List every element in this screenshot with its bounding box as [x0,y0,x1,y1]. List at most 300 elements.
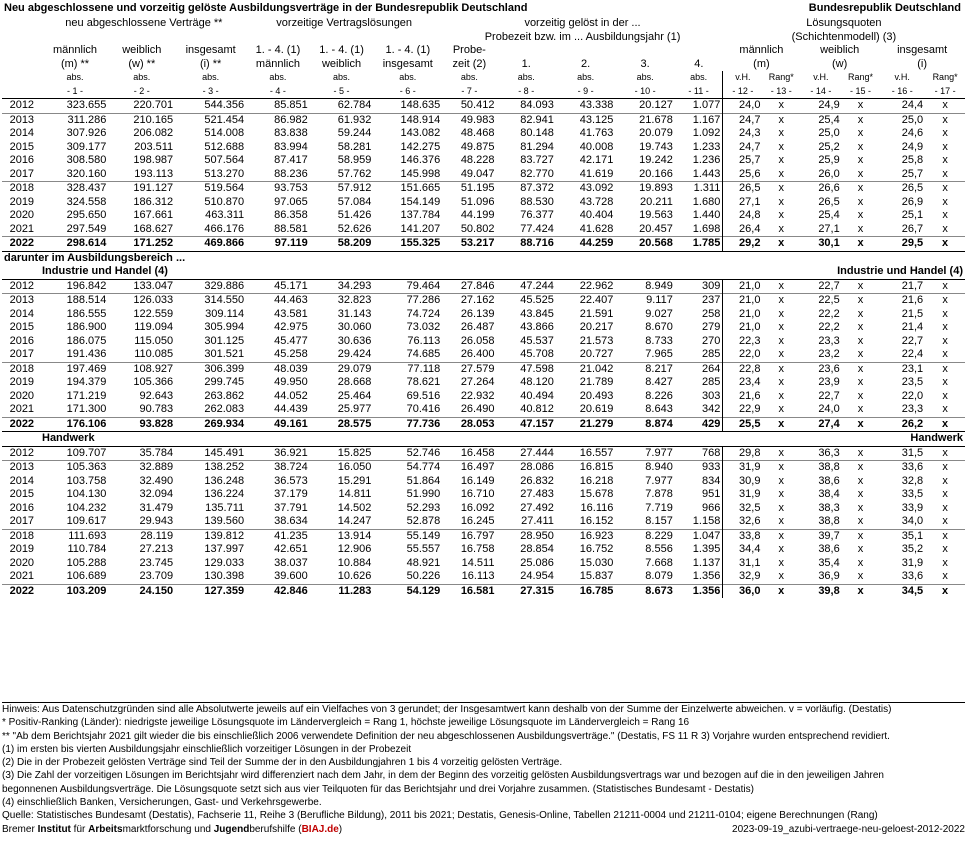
value-cell: 8.673 [615,584,674,598]
footnotes [2,702,965,836]
value-cell: x [762,182,800,196]
value-cell: 15.825 [310,446,374,461]
value-cell: 27.411 [521,515,554,528]
value-cell: x [942,167,948,180]
year-cell: 2013 [2,113,42,127]
value-cell: 43.092 [556,182,615,196]
value-cell: x [857,321,864,334]
value-cell: 38.724 [246,461,310,475]
col-number: - 13 - [770,85,792,96]
value-cell: x [842,446,880,461]
value-cell: x [925,529,965,543]
value-cell: 31,1 [723,557,763,571]
value-cell: 62.784 [310,99,374,114]
table-row [2,348,965,362]
value-cell: x [857,376,864,389]
header-early-in-sub: Probezeit bzw. im ... Ausbildungsjahr (1) [484,30,681,43]
value-cell: 24,8 [723,209,763,223]
value-cell: 1.395 [692,543,721,556]
value-cell: 19.563 [639,209,673,222]
value-cell: 20.619 [579,403,614,416]
col-number: - 3 - [202,85,219,96]
biaj-link[interactable]: BIAJ.de [301,823,339,835]
value-cell: x [842,417,880,432]
value-cell: 151.665 [373,182,442,196]
value-cell: 32,9 [723,570,763,584]
value-cell: 74.685 [406,348,441,361]
value-cell: 77.286 [373,294,442,308]
value-cell: 21.678 [615,113,674,127]
table-row [2,113,965,127]
value-cell: 38,4 [818,488,840,501]
unit-label: abs. [202,72,220,83]
value-cell: x [857,488,864,501]
value-cell: 270 [701,334,721,347]
value-cell: 51.195 [442,182,496,196]
value-cell: 49.875 [460,140,495,153]
header-rates: Lösungsquoten [806,17,882,30]
value-cell: 30.060 [337,321,372,334]
value-cell: 25.977 [337,403,372,416]
value-cell: 148.914 [373,113,442,127]
value-cell: x [857,570,864,583]
value-cell: 42.975 [274,321,308,334]
value-cell: 34,5 [879,584,925,598]
value-cell: 85.851 [246,99,310,114]
value-cell: 15.030 [579,556,614,569]
value-cell: 103.758 [66,474,107,487]
value-cell: 31,9 [901,556,924,569]
table-row [2,403,965,417]
value-cell: x [942,209,948,222]
value-cell: 77.424 [520,222,554,235]
value-cell: 24,4 [879,99,925,114]
value-cell: 8.670 [645,321,673,334]
table-row [2,182,965,196]
year-cell: 2014 [9,307,35,320]
value-cell: 186.900 [66,321,107,334]
value-cell: x [778,222,784,235]
value-cell: 514.008 [204,127,245,140]
value-cell: x [925,584,965,598]
value-cell: 55.149 [373,529,442,543]
value-cell: 197.469 [42,362,109,376]
year-cell: 2012 [2,99,42,114]
value-cell: 76.377 [520,209,554,222]
value-cell: 145.491 [175,446,246,461]
col-number: - 10 - [634,85,656,96]
value-cell: 82.770 [520,167,554,180]
value-cell: x [842,362,880,376]
value-cell: 12.906 [337,543,372,556]
value-cell: 16.149 [460,474,495,487]
value-cell: 57.912 [310,182,374,196]
col-header: 1. [521,57,531,70]
value-cell: 26.487 [460,321,495,334]
value-cell: 86.982 [246,113,310,127]
value-cell: 32,8 [901,474,924,487]
value-cell: 21,7 [879,279,925,294]
value-cell: 16.785 [556,584,615,598]
value-cell: 20.568 [615,237,674,252]
value-cell: 194.379 [66,376,107,389]
value-cell: 26,0 [818,167,840,180]
value-cell: 44.052 [274,389,308,402]
value-cell: 133.047 [108,279,175,294]
col-number: - 4 - [269,85,286,96]
value-cell: 145.998 [400,167,441,180]
value-cell: 933 [675,461,723,475]
value-cell: 8.079 [645,570,673,583]
value-cell: 41.763 [579,127,614,140]
value-cell: 43.125 [556,113,615,127]
value-cell: 26,9 [901,195,924,208]
value-cell: 26.139 [460,307,495,320]
value-cell: 258 [701,307,721,320]
value-cell: 27.315 [496,584,555,598]
organization-name: Bremer Institut für Arbeitsmarktforschung und Jugendberufshilfe (BIAJ.de) [2,823,343,835]
col-header: 2. [581,57,591,70]
value-cell: x [942,515,948,528]
value-cell: 188.514 [42,294,109,308]
value-cell: 22,3 [723,335,763,349]
value-cell: 51.864 [406,474,441,487]
value-cell: x [925,237,965,252]
value-cell: 7.719 [645,501,673,514]
value-cell: 463.311 [205,209,245,222]
value-cell: x [857,389,864,402]
value-cell: 148.635 [373,99,442,114]
header-early-in: vorzeitig gelöst in der ... [524,17,641,30]
value-cell: 52.293 [406,501,441,514]
value-cell: 10.884 [337,556,372,569]
value-cell: 93.828 [108,417,175,432]
value-cell: 16.797 [442,529,496,543]
col-header: 1. - 4. (1) [385,44,431,57]
value-cell: 104.232 [66,501,107,514]
value-cell: 51.426 [337,209,372,222]
header-early-terminations: vorzeitige Vertragslösungen [276,17,413,30]
value-cell: 206.082 [133,127,174,140]
value-cell: 36,9 [818,570,840,583]
value-cell: x [762,237,800,252]
value-cell: 51.990 [406,488,441,501]
value-cell: 8.226 [645,389,673,402]
value-cell: 8.229 [615,529,674,543]
value-cell: 21,0 [723,294,763,308]
col-number: - 6 - [399,85,416,96]
value-cell: 28.119 [108,529,175,543]
value-cell: x [778,307,784,320]
value-cell: 22,7 [818,389,840,402]
value-cell: x [762,99,800,114]
value-cell: 9.027 [645,307,673,320]
value-cell: x [842,237,880,252]
value-cell: 139.560 [204,515,245,528]
value-cell: 119.094 [134,321,174,334]
note-line: (2) Die in der Probezeit gelösten Verträge sind Teil der Summe der in den Ausbildungjahren 1 bis 4 vorzeitig gelösten Verträge. [2,757,563,769]
value-cell: 20.493 [579,389,614,402]
value-cell: 285 [701,376,721,389]
value-cell: 32.490 [139,474,174,487]
file-name: 2023-09-19_azubi-vertraege-neu-geloest-2012-2022 [732,823,965,835]
value-cell: 129.033 [204,556,245,569]
value-cell: 35,4 [818,556,840,569]
value-cell: 220.701 [108,99,175,114]
value-cell: 1.356 [675,584,723,598]
value-cell: 513.270 [204,167,245,180]
value-cell: x [857,334,864,347]
table-row [2,570,965,584]
value-cell: 7.965 [645,348,673,361]
value-cell: 21.573 [579,334,614,347]
value-cell: 25.086 [520,556,554,569]
value-cell: 29.424 [337,348,372,361]
value-cell: 58.959 [337,154,372,167]
value-cell: x [778,474,784,487]
value-cell: 108.927 [108,362,175,376]
value-cell: 191.127 [108,182,175,196]
value-cell: x [778,556,784,569]
value-cell: 20.079 [639,127,673,140]
col-header: (w) ** [128,57,156,70]
value-cell: 21,0 [723,308,763,322]
value-cell: 45.477 [274,334,308,347]
value-cell: 309 [675,279,723,294]
value-cell: 307.926 [66,127,107,140]
value-cell: 30,9 [723,475,763,489]
table-row [2,446,965,461]
value-cell: 97.065 [274,195,308,208]
table-row [2,502,965,516]
value-cell: x [778,389,784,402]
value-cell: 22,8 [723,362,763,376]
value-cell: 26,5 [818,195,840,208]
value-cell: 14.511 [461,556,495,569]
value-cell: x [857,127,864,140]
value-cell: 171.219 [66,389,107,402]
table-row [2,335,965,349]
value-cell: 8.157 [645,515,673,528]
value-cell: 269.934 [175,417,246,432]
year-cell: 2019 [9,195,35,208]
value-cell: 59.244 [337,127,372,140]
value-cell: 1.680 [692,195,721,208]
value-cell: 1.047 [675,529,723,543]
value-cell: 105.366 [133,376,174,389]
value-cell: x [762,446,800,461]
year-cell: 2021 [9,222,35,235]
value-cell: 25.464 [337,389,372,402]
value-cell: 8.733 [645,334,673,347]
value-cell: 9.117 [615,294,674,308]
col-header: männlich [53,44,98,57]
value-cell: 14.811 [338,488,372,501]
note-line: (4) einschließlich Banken, Versicherungen, Gast- und Verkehrsgewerbe. [2,797,322,809]
value-cell: 16.581 [442,584,496,598]
value-cell: 24.954 [520,570,554,583]
table-row [2,390,965,404]
value-cell: 93.753 [246,182,310,196]
value-cell: 41.628 [579,222,614,235]
value-cell: 27,1 [818,222,840,235]
value-cell: 8.643 [645,403,673,416]
value-cell: 22.932 [460,389,495,402]
year-cell: 2012 [2,279,42,294]
value-cell: 36.921 [246,446,310,461]
value-cell: 22,5 [800,294,842,308]
year-cell: 2019 [9,543,35,556]
value-cell: 38,8 [818,515,840,528]
value-cell: 32,5 [723,502,763,516]
col-header: männlich [739,44,784,57]
value-cell: x [942,154,948,167]
value-cell: 16.815 [556,461,615,475]
value-cell: 30,1 [800,237,842,252]
value-cell: x [778,140,784,153]
value-cell: x [925,294,965,308]
value-cell: x [857,167,864,180]
value-cell: 21.279 [556,417,615,432]
value-cell: 16.710 [460,488,495,501]
value-cell: 295.650 [66,209,107,222]
year-cell: 2017 [9,348,35,361]
value-cell: 342 [701,403,721,416]
value-cell: 37.179 [274,488,308,501]
value-cell: 16.458 [442,446,496,461]
value-cell: x [857,222,864,235]
value-cell: 48.039 [246,362,310,376]
table-row [2,584,965,598]
section-label: Industrie und Handel (4) [42,265,168,278]
value-cell: x [842,294,880,308]
value-cell: 22,9 [723,403,763,417]
value-cell: 305.994 [204,321,245,334]
value-cell: 58.281 [337,140,372,153]
value-cell: 25,9 [818,154,840,167]
footer [2,823,965,836]
value-cell: 90.783 [139,403,174,416]
value-cell: 510.870 [204,195,245,208]
value-cell: 21.591 [579,307,614,320]
value-cell: 38,8 [800,461,842,475]
value-cell: 136.248 [204,474,245,487]
value-cell: 55.557 [406,543,441,556]
value-cell: 29.079 [310,362,374,376]
value-cell: 264 [675,362,723,376]
note-line: begonnenen Ausbildungsverträge. Die Lösungsquote setzt sich aus vier Teilquoten für das Berichtsjahr und drei Vorjahre zusammen. (Statistisches Bundesamt - Destatis) [2,783,754,795]
value-cell: 512.688 [204,140,245,153]
value-cell: 834 [701,474,721,487]
value-cell: x [942,222,948,235]
year-cell: 2016 [9,334,35,347]
value-cell: 36.573 [274,474,308,487]
unit-label: Rang* [932,72,958,83]
col-number: - 17 - [934,85,956,96]
value-cell: x [778,167,784,180]
value-cell: 23,6 [800,362,842,376]
section-label: Handwerk [2,432,442,447]
value-cell: 329.886 [175,279,246,294]
value-cell: 237 [675,294,723,308]
value-cell: 29,8 [723,446,763,461]
value-cell: 110.784 [67,543,107,556]
value-cell: 27.213 [139,543,174,556]
year-cell: 2020 [9,209,35,222]
year-cell: 2018 [2,182,42,196]
value-cell: 54.129 [373,584,442,598]
value-cell: 31,9 [723,488,763,502]
value-cell: 105.363 [42,461,109,475]
value-cell: 186.075 [66,334,107,347]
value-cell: 86.358 [274,209,308,222]
col-header: (i) [917,57,928,70]
value-cell: 1.137 [692,556,721,569]
year-cell: 2013 [2,461,42,475]
value-cell: 15.678 [579,488,614,501]
value-cell: 50.226 [406,570,441,583]
value-cell: 79.464 [373,279,442,294]
value-cell: 52.746 [373,446,442,461]
value-cell: 314.550 [175,294,246,308]
value-cell: x [942,488,948,501]
value-cell: 139.812 [175,529,246,543]
value-cell: 1.785 [675,237,723,252]
value-cell: 78.621 [406,376,441,389]
value-cell: 52.878 [406,515,441,528]
value-cell: 70.416 [406,403,441,416]
value-cell: 20.211 [640,195,673,208]
value-cell: 1.698 [692,222,721,235]
value-cell: 16.113 [461,570,495,583]
value-cell: x [942,307,948,320]
value-cell: 16.092 [460,501,495,514]
value-cell: 61.932 [310,113,374,127]
value-cell: 23,1 [879,362,925,376]
value-cell: x [842,113,880,127]
value-cell: x [778,543,784,556]
value-cell: 15.837 [579,570,614,583]
value-cell: x [925,113,965,127]
value-cell: x [842,461,880,475]
value-cell: 26,2 [879,417,925,432]
value-cell: 23.709 [139,570,174,583]
value-cell: 26.490 [460,403,495,416]
value-cell: 82.941 [496,113,555,127]
value-cell: 191.436 [66,348,107,361]
value-cell: 21,5 [901,307,924,320]
value-cell: 143.082 [400,127,441,140]
value-cell: 42.846 [246,584,310,598]
value-cell: 48.468 [460,127,495,140]
value-cell: 16.557 [556,446,615,461]
value-cell: x [942,376,948,389]
value-cell: 299.745 [204,376,245,389]
value-cell: 40.494 [520,389,554,402]
value-cell: 43.866 [520,321,554,334]
value-cell: 28.668 [337,376,372,389]
value-cell: 49.161 [246,417,310,432]
col-header: insgesamt [897,44,948,57]
value-cell: 203.511 [134,140,174,153]
value-cell: 34,0 [901,515,924,528]
value-cell: 1.233 [692,140,721,153]
col-number: - 7 - [461,85,478,96]
year-cell: 2016 [9,154,35,167]
data-table [2,17,965,598]
value-cell: 26,7 [901,222,924,235]
value-cell: x [942,501,948,514]
